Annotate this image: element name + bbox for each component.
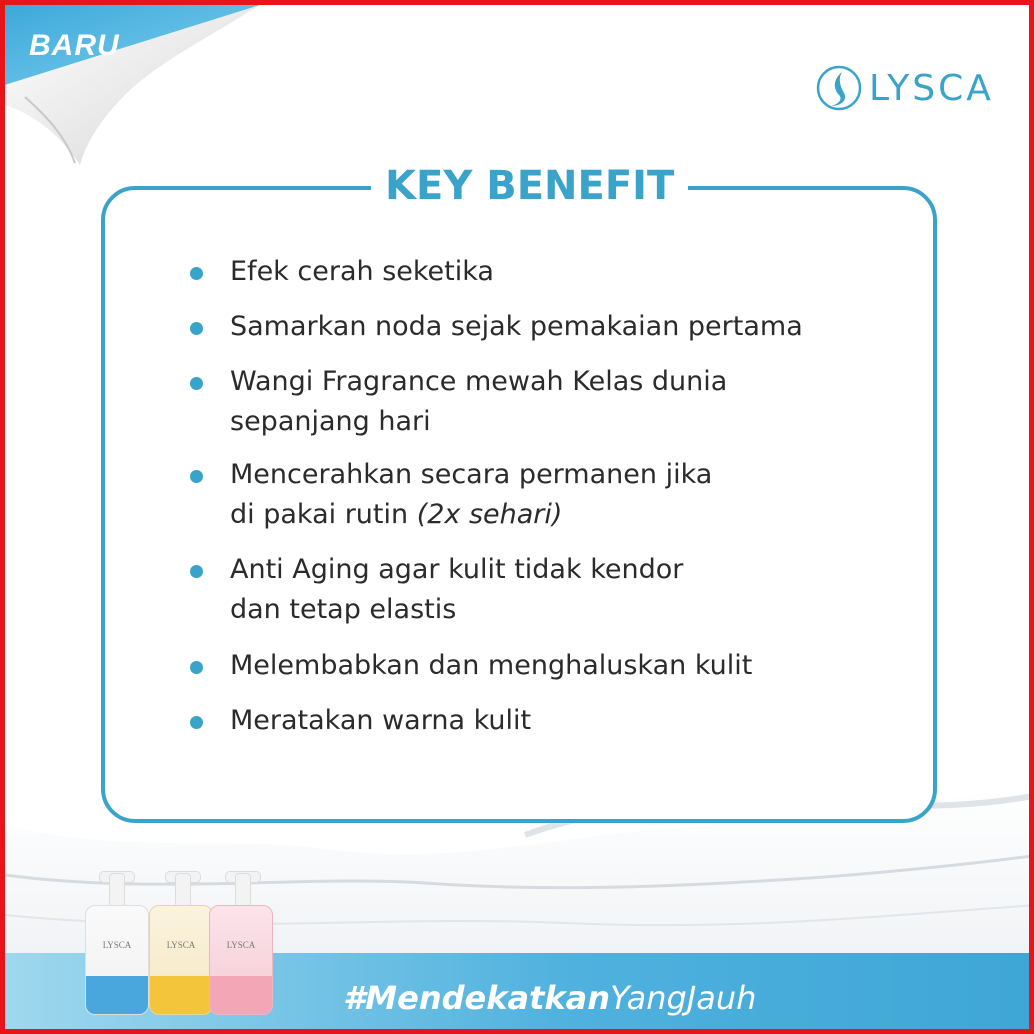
benefit-text: Efek cerah seketika [230, 256, 494, 287]
bullet-icon [190, 377, 203, 390]
new-badge-label: BARU [29, 29, 120, 62]
brand-name: LYSCA [869, 67, 994, 109]
benefit-text: Mencerahkan secara permanen jika di pakai rutin (2x sehari) [230, 459, 713, 530]
bullet-icon [190, 716, 203, 729]
product-label: LYSCA [226, 940, 256, 950]
benefit-text: Samarkan noda sejak pemakaian pertama [230, 311, 803, 342]
product-group [75, 865, 285, 1015]
benefit-text: Wangi Fragrance mewah Kelas dunia sepanjang hari [230, 366, 728, 437]
bullet-icon [190, 661, 203, 674]
product-label: LYSCA [166, 940, 196, 950]
benefit-text: Anti Aging agar kulit tidak kendor dan tetap elastis [230, 554, 684, 625]
product-bottle-blue [85, 905, 149, 1015]
brand-logo [815, 62, 994, 114]
bullet-icon [190, 565, 203, 578]
benefit-text: Melembabkan dan menghaluskan kulit [230, 650, 753, 681]
bullet-icon [190, 470, 203, 483]
product-bottle-yellow [149, 905, 213, 1015]
pump-icon [175, 873, 191, 907]
hashtag-text: #MendekatkanYangJauh [343, 979, 757, 1017]
lysca-hair-mark-icon [815, 64, 863, 112]
corner-ribbon [5, 5, 305, 185]
bullet-icon [190, 322, 203, 335]
section-title: KEY BENEFIT [371, 157, 688, 215]
pump-icon [109, 873, 125, 907]
pump-icon [235, 873, 251, 907]
product-bottle-pink [209, 905, 273, 1015]
benefit-text: Meratakan warna kulit [230, 705, 532, 736]
bullet-icon [190, 267, 203, 280]
product-label: LYSCA [102, 940, 132, 950]
